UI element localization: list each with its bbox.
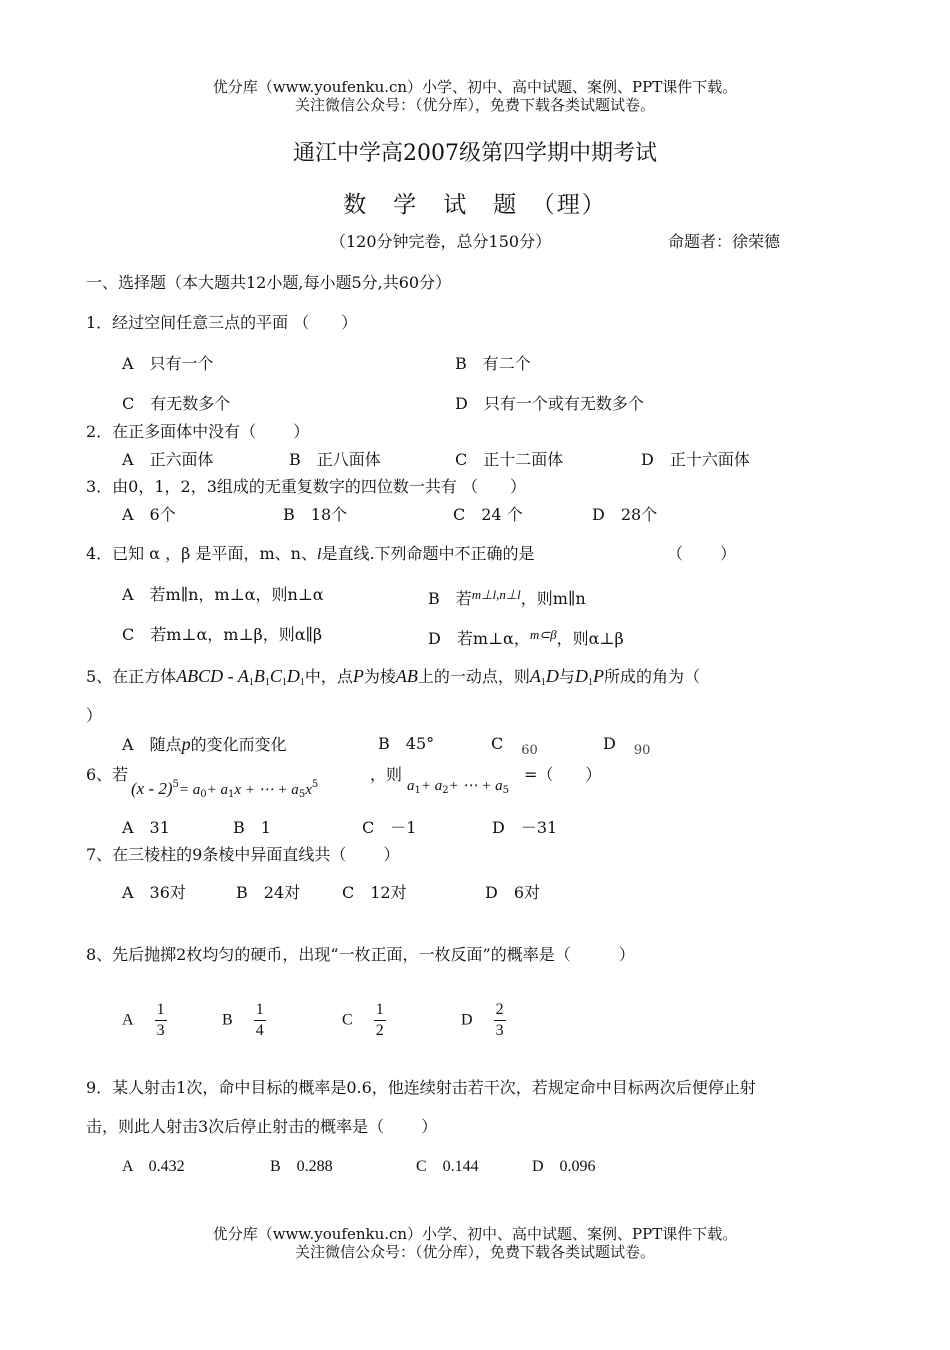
question-4-stem-post: 是直线.下列命题中不正确的是	[321, 544, 535, 563]
question-6-option-c: C －1	[362, 818, 417, 837]
question-1-option-d: D 只有一个或有无数多个	[455, 394, 644, 413]
q6-expr-right: = a	[178, 782, 201, 798]
question-7-option-b: B 24对	[236, 883, 301, 902]
question-3-option-b: B 18个	[283, 505, 348, 524]
cube-abcd: ABCD - A	[176, 666, 249, 686]
question-4-option-d-math: m⊂β	[529, 627, 557, 642]
d1p-d: D	[574, 666, 588, 686]
question-5-option-a-p: p	[181, 734, 191, 754]
question-5-post: 所成的角为（	[603, 667, 700, 686]
question-5-option-d	[603, 733, 650, 762]
question-5-option-b: B 45°	[378, 734, 435, 753]
q6-exp-5: 5	[172, 779, 179, 790]
question-3-option-c: C 24 个	[453, 505, 523, 524]
section-heading: 一、选择题（本大题共12小题,每小题5分,共60分）	[86, 273, 452, 292]
question-2-stem: 2．在正多面体中没有（ ）	[86, 422, 310, 441]
q8-b-den: 4	[255, 1022, 264, 1039]
question-8-option-b	[222, 1000, 266, 1041]
q8-c-num: 1	[375, 1001, 384, 1018]
question-7-stem: 7、在三棱柱的9条棱中异面直线共（ ）	[86, 845, 400, 864]
q6-plus-a: + a	[206, 782, 229, 798]
q6-x2: x	[305, 782, 312, 798]
question-5-mid3: 上的一动点，则	[417, 667, 530, 686]
question-3-option-d: D 28个	[592, 505, 658, 524]
question-4-option-b-math: m⊥l,n⊥l	[471, 587, 521, 602]
question-5-option-c-letter: C	[491, 734, 504, 753]
cube-c1: C	[269, 666, 282, 686]
question-4-paren: （ ）	[667, 544, 737, 563]
a1d-sub: 1	[540, 677, 546, 688]
segment-d1p	[575, 666, 604, 686]
question-8-stem: 8、先后抛掷2枚均匀的硬币，出现“一枚正面，一枚反面”的概率是（ ）	[86, 945, 635, 964]
question-9-line-1: 9．某人射击1次，命中目标的概率是0.6，他连续射击若干次，若规定命中目标两次后便停止射	[86, 1078, 756, 1097]
question-1-option-a: A 只有一个	[122, 354, 214, 373]
cube-b1: B	[253, 666, 265, 686]
q8-c-den: 2	[375, 1022, 384, 1039]
question-6-sum	[407, 774, 509, 802]
question-4-option-d-post: ，则α⊥β	[556, 629, 624, 648]
question-4-option-d	[428, 624, 624, 650]
question-4-option-b	[428, 584, 586, 610]
time-info: （120分钟完卷，总分150分）	[330, 232, 552, 251]
q6-sum-sub-2: 2	[442, 785, 449, 796]
line-l-symbol: l	[316, 546, 322, 563]
d1p-p: P	[592, 666, 604, 686]
exam-title: 通江中学高2007级第四学期中期考试	[293, 141, 657, 166]
question-5-option-c	[491, 733, 538, 762]
question-6-expression	[131, 774, 318, 806]
question-5-pre: 5、在正方体	[86, 667, 177, 686]
q6-sub-0: 0	[200, 789, 207, 800]
question-2-option-d: D 正十六面体	[641, 450, 750, 469]
segment-a1d	[530, 666, 559, 686]
question-2-option-a: A 正六面体	[122, 450, 214, 469]
edge-ab: AB	[395, 666, 418, 686]
question-9-option-d: D 0.096	[532, 1158, 596, 1175]
question-6-mid: ，则	[370, 765, 403, 784]
question-5-option-d-value: 90	[633, 743, 651, 758]
question-4-option-b-post: ，则m∥n	[520, 589, 586, 608]
footer-line-1: 优分库（www.youfenku.cn）小学、初中、高中试题、案例、PPT课件下载。	[212, 1225, 738, 1243]
q8-c-fraction	[374, 1000, 386, 1041]
question-5-option-d-letter: D	[603, 734, 616, 753]
q6-exp-5b: 5	[311, 779, 319, 790]
q6-sub-5: 5	[298, 789, 306, 800]
question-6-eq: =（ ）	[524, 765, 602, 784]
question-8-option-d	[461, 1000, 506, 1041]
question-5-option-c-value: 60	[521, 743, 538, 758]
question-4-option-d-pre: D 若m⊥α，	[428, 629, 530, 648]
q6-expr-left: (x - 2)	[131, 779, 173, 798]
question-8-option-c	[342, 1000, 386, 1041]
cube-sub-a: 1	[248, 677, 254, 688]
point-p: P	[352, 666, 364, 686]
d1p-sub: 1	[587, 677, 593, 688]
cube-name	[176, 666, 305, 686]
question-5-close: ）	[86, 706, 103, 725]
question-7-option-d: D 6对	[485, 883, 541, 902]
a1d-d: D	[545, 666, 559, 686]
q6-sub-1: 1	[228, 789, 235, 800]
question-6-option-d: D －31	[492, 818, 558, 837]
question-9-option-c: C 0.144	[416, 1158, 479, 1175]
header-line-1: 优分库（www.youfenku.cn）小学、初中、高中试题、案例、PPT课件下载。	[212, 78, 738, 96]
question-9-option-b: B 0.288	[270, 1158, 333, 1175]
question-7-option-a: A 36对	[122, 883, 186, 902]
q6-sum-sub-5: 5	[502, 785, 509, 796]
question-1-option-c: C 有无数多个	[122, 394, 231, 413]
question-6-option-b: B 1	[233, 818, 271, 837]
cube-sub-b: 1	[264, 677, 270, 688]
q6-x-dots: x + ⋯ + a	[234, 782, 299, 798]
question-1-stem: 1．经过空间任意三点的平面 （ ）	[86, 313, 358, 332]
q6-sum-sub-1: 1	[414, 785, 421, 796]
question-7-option-c: C 12对	[342, 883, 407, 902]
subject-title: 数 学 试 题 （理）	[343, 192, 607, 218]
q8-d-fraction	[494, 1000, 506, 1041]
q6-sum-a1: a	[407, 778, 415, 794]
q8-b-num: 1	[255, 1001, 264, 1018]
question-6-pre: 6、若	[86, 765, 129, 784]
question-9-line-2: 击，则此人射击3次后停止射击的概率是（ ）	[86, 1117, 438, 1136]
cube-d1: D	[286, 666, 300, 686]
q8-a-fraction	[155, 1000, 167, 1041]
question-5-mid1: 中，点	[304, 667, 353, 686]
q8-a-letter: A	[122, 1011, 134, 1029]
question-5-option-a-pre: A 随点	[122, 735, 182, 754]
question-4-option-a: A 若m∥n，m⊥α，则n⊥α	[122, 585, 324, 604]
question-4-stem	[86, 543, 535, 566]
question-8-option-a	[122, 1000, 167, 1041]
header-line-2: 关注微信公众号：（优分库），免费下载各类试题试卷。	[294, 96, 655, 114]
q8-d-letter: D	[461, 1011, 473, 1029]
q8-a-num: 1	[156, 1001, 165, 1018]
q8-d-den: 3	[495, 1022, 504, 1039]
q8-b-fraction	[254, 1000, 266, 1041]
question-6-option-a: A 31	[122, 818, 170, 837]
a1d-a: A	[529, 666, 541, 686]
question-1-option-b: B 有二个	[455, 354, 531, 373]
question-3-stem: 3．由0，1，2，3组成的无重复数字的四位数一共有 （ ）	[86, 477, 526, 496]
cube-sub-d: 1	[299, 677, 305, 688]
question-5-mid4: 与	[558, 667, 575, 686]
author-line: 命题者：徐荣德	[668, 232, 781, 251]
question-9-option-a: A 0.432	[122, 1158, 185, 1175]
question-5-option-a-post: 的变化而变化	[190, 735, 287, 754]
question-2-option-b: B 正八面体	[289, 450, 381, 469]
question-4-option-b-pre: B 若	[428, 589, 472, 608]
question-5-stem	[86, 665, 700, 694]
question-5-option-a	[122, 733, 287, 756]
question-3-option-a: A 6个	[122, 505, 176, 524]
cube-sub-c: 1	[281, 677, 287, 688]
q8-d-num: 2	[495, 1001, 504, 1018]
question-2-option-c: C 正十二面体	[455, 450, 564, 469]
footer-line-2: 关注微信公众号：（优分库），免费下载各类试题试卷。	[294, 1243, 655, 1261]
q8-a-den: 3	[156, 1022, 165, 1039]
question-4-stem-pre: 4．已知 α ，β 是平面，m、n、	[86, 544, 317, 563]
q6-sum-dots: + ⋯ + a	[448, 778, 503, 794]
q8-b-letter: B	[222, 1011, 233, 1029]
question-5-mid2: 为棱	[363, 667, 396, 686]
q6-sum-plus: + a	[420, 778, 443, 794]
q8-c-letter: C	[342, 1011, 353, 1029]
question-4-option-c: C 若m⊥α，m⊥β，则α∥β	[122, 625, 323, 644]
